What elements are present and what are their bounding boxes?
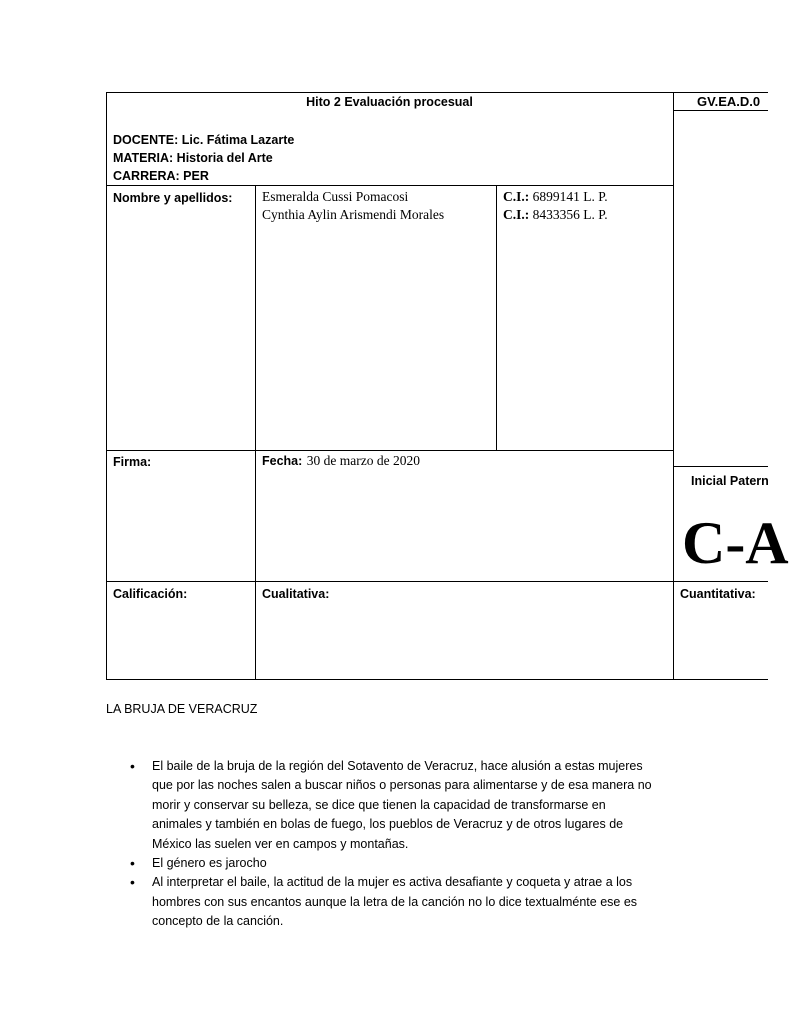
inicial-label: Inicial Patern <box>691 474 769 488</box>
document-code: GV.EA.D.0 <box>697 94 761 109</box>
student-name-1: Esmeralda Cussi Pomacosi <box>262 189 409 204</box>
table-line <box>673 466 768 467</box>
materia-label: MATERIA: <box>113 151 174 165</box>
student-name-2: Cynthia Aylin Arismendi Morales <box>262 207 445 222</box>
cualitativa-label: Cualitativa: <box>262 587 330 601</box>
fecha-value: 30 de marzo de 2020 <box>306 453 420 468</box>
table-line <box>496 185 497 451</box>
fecha-label: Fecha: <box>262 454 303 468</box>
list-item: • El baile de la bruja de la región del Sotavento de Veracruz, hace alusión a estas mujeres que por las noches salen a buscar niños o personas para alimentarse y de esa manera no morir y conservar su belleza, se dice que tienen la capacidad de transformarse en animales y también en bolas de fuego, los pueblos de Veracruz y de otros lugares de México las suelen ver en campos y montañas. <box>128 757 658 854</box>
docente-label: DOCENTE: <box>113 133 179 147</box>
table-line <box>673 92 674 680</box>
carrera-row <box>113 167 209 185</box>
carrera-label: CARRERA: <box>113 169 180 183</box>
materia-value: Historia del Arte <box>176 151 273 165</box>
table-line <box>106 185 673 186</box>
ci-value-2: 8433356 L. P. <box>532 207 608 222</box>
table-line <box>106 581 768 582</box>
table-line <box>106 679 768 680</box>
ci-label: C.I.: <box>503 189 530 204</box>
fecha-row <box>262 452 420 470</box>
section-heading: LA BRUJA DE VERACRUZ <box>106 702 258 716</box>
list-item: • Al interpretar el baile, la actitud de la mujer es activa desafiante y coqueta y atrae a los hombres con sus encantos aunque la letra de la canción no lo dice textualménte ese es concepto de la canción. <box>128 873 658 931</box>
table-line <box>106 92 107 680</box>
firma-label: Firma: <box>113 455 152 469</box>
ci-row-2 <box>503 206 608 224</box>
table-line <box>255 185 256 680</box>
bullet-list <box>128 757 658 932</box>
carrera-value: PER <box>183 169 209 183</box>
table-line <box>106 450 673 451</box>
docente-row <box>113 131 294 149</box>
list-item: • El género es jarocho <box>128 854 658 873</box>
docente-value: Lic. Fátima Lazarte <box>181 133 295 147</box>
page-title: Hito 2 Evaluación procesual <box>306 95 473 109</box>
cuantitativa-label: Cuantitativa: <box>680 587 756 601</box>
names-label: Nombre y apellidos: <box>113 191 233 205</box>
ci-row-1 <box>503 188 608 206</box>
calificacion-label: Calificación: <box>113 587 188 601</box>
ci-value-1: 6899141 L. P. <box>532 189 608 204</box>
ci-label: C.I.: <box>503 207 530 222</box>
materia-row <box>113 149 273 167</box>
inicial-value: C-A <box>682 510 789 576</box>
table-line <box>673 110 768 111</box>
